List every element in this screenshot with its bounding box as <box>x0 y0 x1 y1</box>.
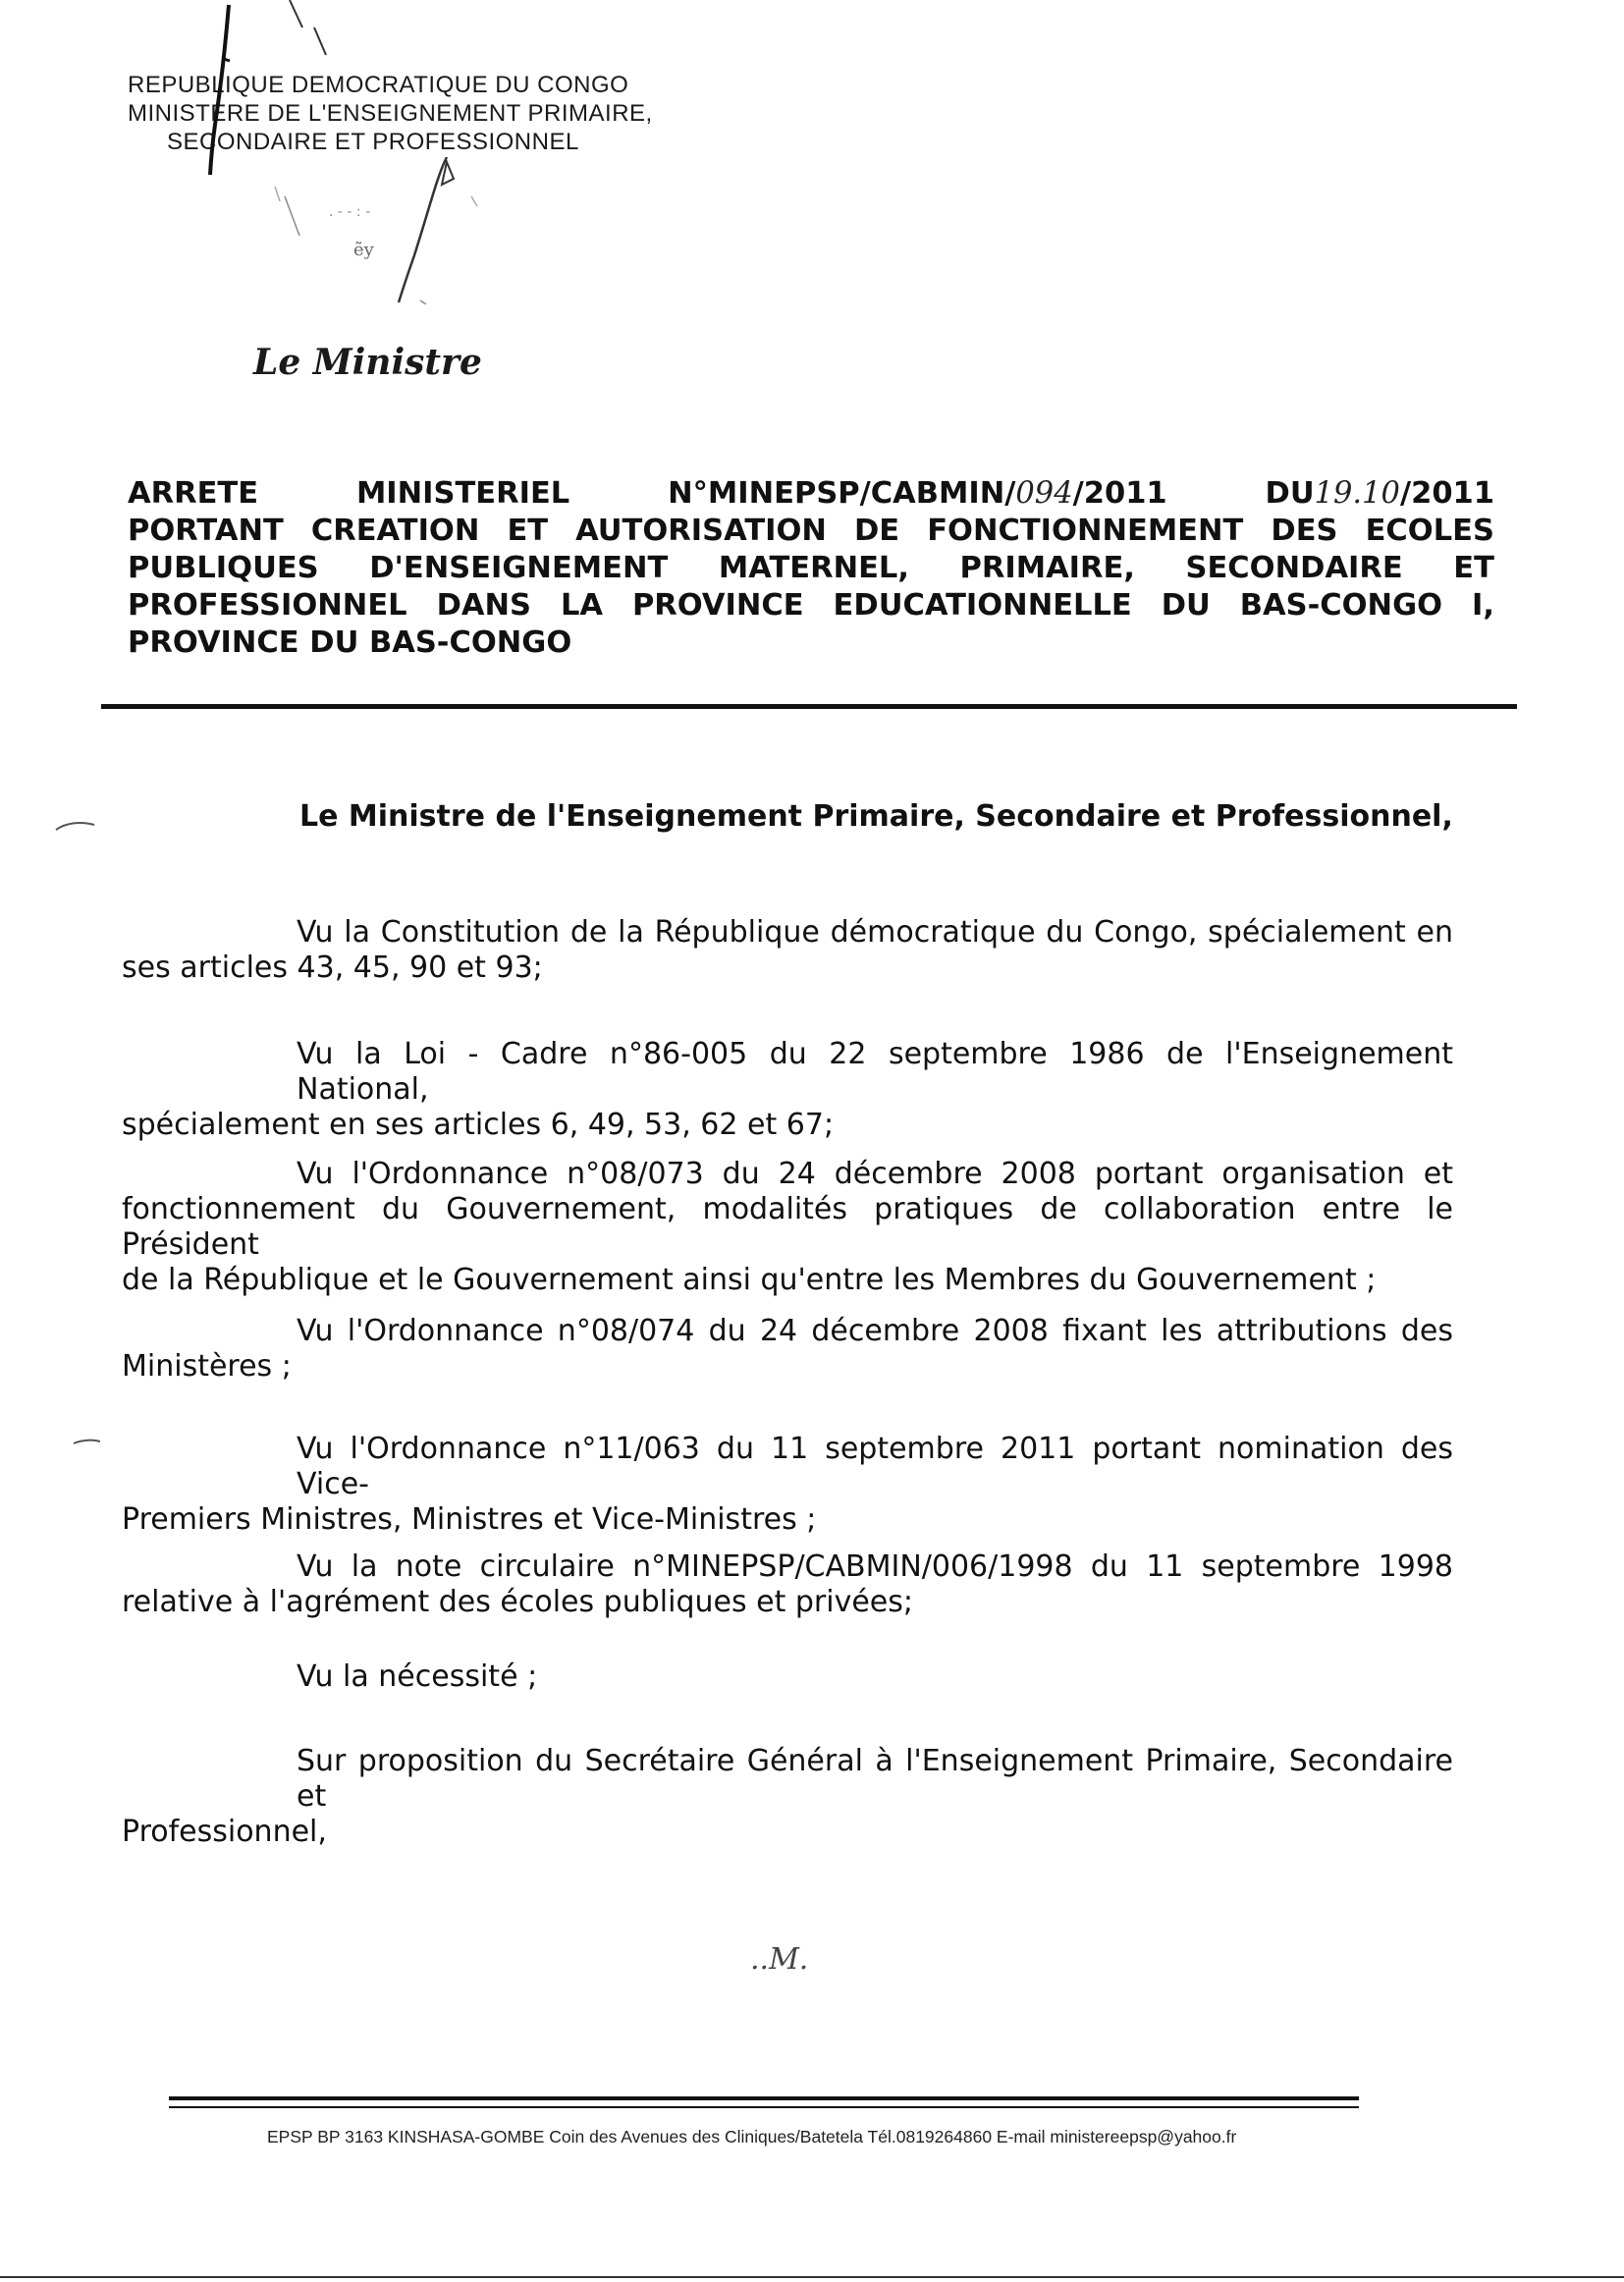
decree-number <box>668 475 1167 513</box>
vu-paragraph-line: Ministères ; <box>122 1349 292 1384</box>
vu-paragraph-line: Vu la Loi - Cadre n°86-005 du 22 septembre 1986 de l'Enseignement National, <box>297 1037 1453 1107</box>
vu-paragraph-line: relative à l'agrément des écoles publiques et privées; <box>122 1585 914 1619</box>
title-divider <box>101 704 1517 709</box>
svg-text:. - - : -: . - - : - <box>329 204 371 220</box>
decree-word: DES <box>1271 514 1338 548</box>
decree-title-line-4 <box>128 587 1494 625</box>
decree-number-suffix: /2011 <box>1072 476 1167 511</box>
minister-heading: Le Ministre de l'Enseignement Primaire, Secondaire et Professionnel, <box>299 799 1453 834</box>
decree-word: ET <box>1453 551 1494 585</box>
sur-proposition <box>122 1744 1453 1850</box>
margin-mark <box>51 815 100 835</box>
decree-number-handwritten: 094 <box>1015 476 1073 511</box>
vu-paragraph-line: Vu la Constitution de la République démocratique du Congo, spécialement en <box>297 915 1453 950</box>
decree-date-suffix: /2011 <box>1399 476 1494 511</box>
vu-paragraph-line: fonctionnement du Gouvernement, modalités pratiques de collaboration entre le Président <box>122 1192 1453 1262</box>
decree-word: BAS-CONGO <box>1239 588 1443 623</box>
decree-word: LA <box>560 588 603 623</box>
margin-mark <box>69 1434 118 1453</box>
decree-word: PROVINCE <box>631 588 804 623</box>
vu-paragraph-line: Vu l'Ordonnance n°08/074 du 24 décembre 2008 fixant les attributions des <box>297 1314 1453 1348</box>
vu-paragraph-line: spécialement en ses articles 6, 49, 53, 62 et 67; <box>122 1108 835 1142</box>
vu-paragraph-line: Vu la nécessité ; <box>297 1659 538 1694</box>
letterhead-line-ministry-cont: SECONDAIRE ET PROFESSIONNEL <box>167 129 579 155</box>
decree-word-ministeriel: MINISTERIEL <box>355 476 570 511</box>
footer-divider-thin <box>169 2106 1359 2108</box>
vu-paragraph-line: Vu l'Ordonnance n°11/063 du 11 septembre 2011 portant nomination des Vice- <box>297 1432 1453 1501</box>
decree-word: I, <box>1472 588 1494 623</box>
vu-note-circulaire <box>122 1549 1453 1620</box>
vu-paragraph-line: Sur proposition du Secrétaire Général à l'Enseignement Primaire, Secondaire et <box>297 1744 1453 1814</box>
letterhead-line-ministry: MINISTERE DE L'ENSEIGNEMENT PRIMAIRE, <box>128 100 653 127</box>
decree-word: DE <box>853 514 900 548</box>
decree-word: MATERNEL, <box>718 551 909 585</box>
vu-constitution <box>122 915 1453 986</box>
decree-date-handwritten: 19.10 <box>1314 476 1400 511</box>
scan-bottom-edge <box>0 2276 1624 2278</box>
decree-word: PRIMAIRE, <box>959 551 1135 585</box>
vu-ordonnance-08-074 <box>122 1314 1453 1385</box>
vu-paragraph-line: Premiers Ministres, Ministres et Vice-Ministres ; <box>122 1502 817 1537</box>
decree-title-line-5 <box>128 625 1494 662</box>
decree-word: ET <box>507 514 549 548</box>
vu-ordonnance-08-073 <box>122 1157 1453 1298</box>
decree-word: DANS <box>436 588 531 623</box>
decree-word: EDUCATIONNELLE <box>833 588 1132 623</box>
decree-word: CREATION <box>310 514 480 548</box>
vu-paragraph-line: ses articles 43, 45, 90 et 93; <box>122 951 543 985</box>
decree-date-prefix: DU <box>1265 476 1315 511</box>
decree-title-line-1 <box>128 475 1494 513</box>
decree-date <box>1266 475 1494 513</box>
decree-word: PORTANT <box>128 514 284 548</box>
decree-word: FONCTIONNEMENT <box>927 514 1244 548</box>
svg-text:ẽy: ẽy <box>353 240 374 260</box>
minister-title: Le Ministre <box>253 342 482 383</box>
decree-word-arrete: ARRETE <box>128 476 259 511</box>
vu-ordonnance-11-063 <box>122 1432 1453 1538</box>
decree-word: D'ENSEIGNEMENT <box>369 551 669 585</box>
decree-word: AUTORISATION <box>575 514 827 548</box>
vu-paragraph-line: de la République et le Gouvernement ainsi qu'entre les Membres du Gouvernement ; <box>122 1263 1377 1297</box>
decree-title-line-3 <box>128 550 1494 587</box>
vu-paragraph-line: Vu la note circulaire n°MINEPSP/CABMIN/006/1998 du 11 septembre 1998 <box>297 1549 1453 1584</box>
decree-title-last-line: PROVINCE DU BAS-CONGO <box>128 625 572 660</box>
letterhead-line-republic: REPUBLIQUE DEMOCRATIQUE DU CONGO <box>128 72 629 98</box>
decree-number-prefix: N°MINEPSP/CABMIN/ <box>668 476 1016 511</box>
decree-title <box>128 475 1494 662</box>
decree-word: SECONDAIRE <box>1185 551 1403 585</box>
footer-divider <box>169 2096 1359 2100</box>
vu-paragraph-line: Vu l'Ordonnance n°08/073 du 24 décembre 2008 portant organisation et <box>297 1157 1453 1191</box>
coat-of-arms-emblem <box>245 157 501 304</box>
footer-address: EPSP BP 3163 KINSHASA-GOMBE Coin des Avenues des Cliniques/Batetela Tél.0819264860 E-mail ministereepsp@yahoo.fr <box>267 2127 1237 2146</box>
decree-title-line-2 <box>128 513 1494 550</box>
decree-word: DU <box>1161 588 1211 623</box>
decree-word: ECOLES <box>1365 514 1494 548</box>
decree-word: PUBLIQUES <box>128 551 319 585</box>
vu-necessite <box>122 1659 1453 1695</box>
page-initials: ..M. <box>750 1942 809 1977</box>
vu-loi-cadre <box>122 1037 1453 1143</box>
vu-paragraph-line: Professionnel, <box>122 1815 327 1849</box>
decree-word: PROFESSIONNEL <box>128 588 407 623</box>
